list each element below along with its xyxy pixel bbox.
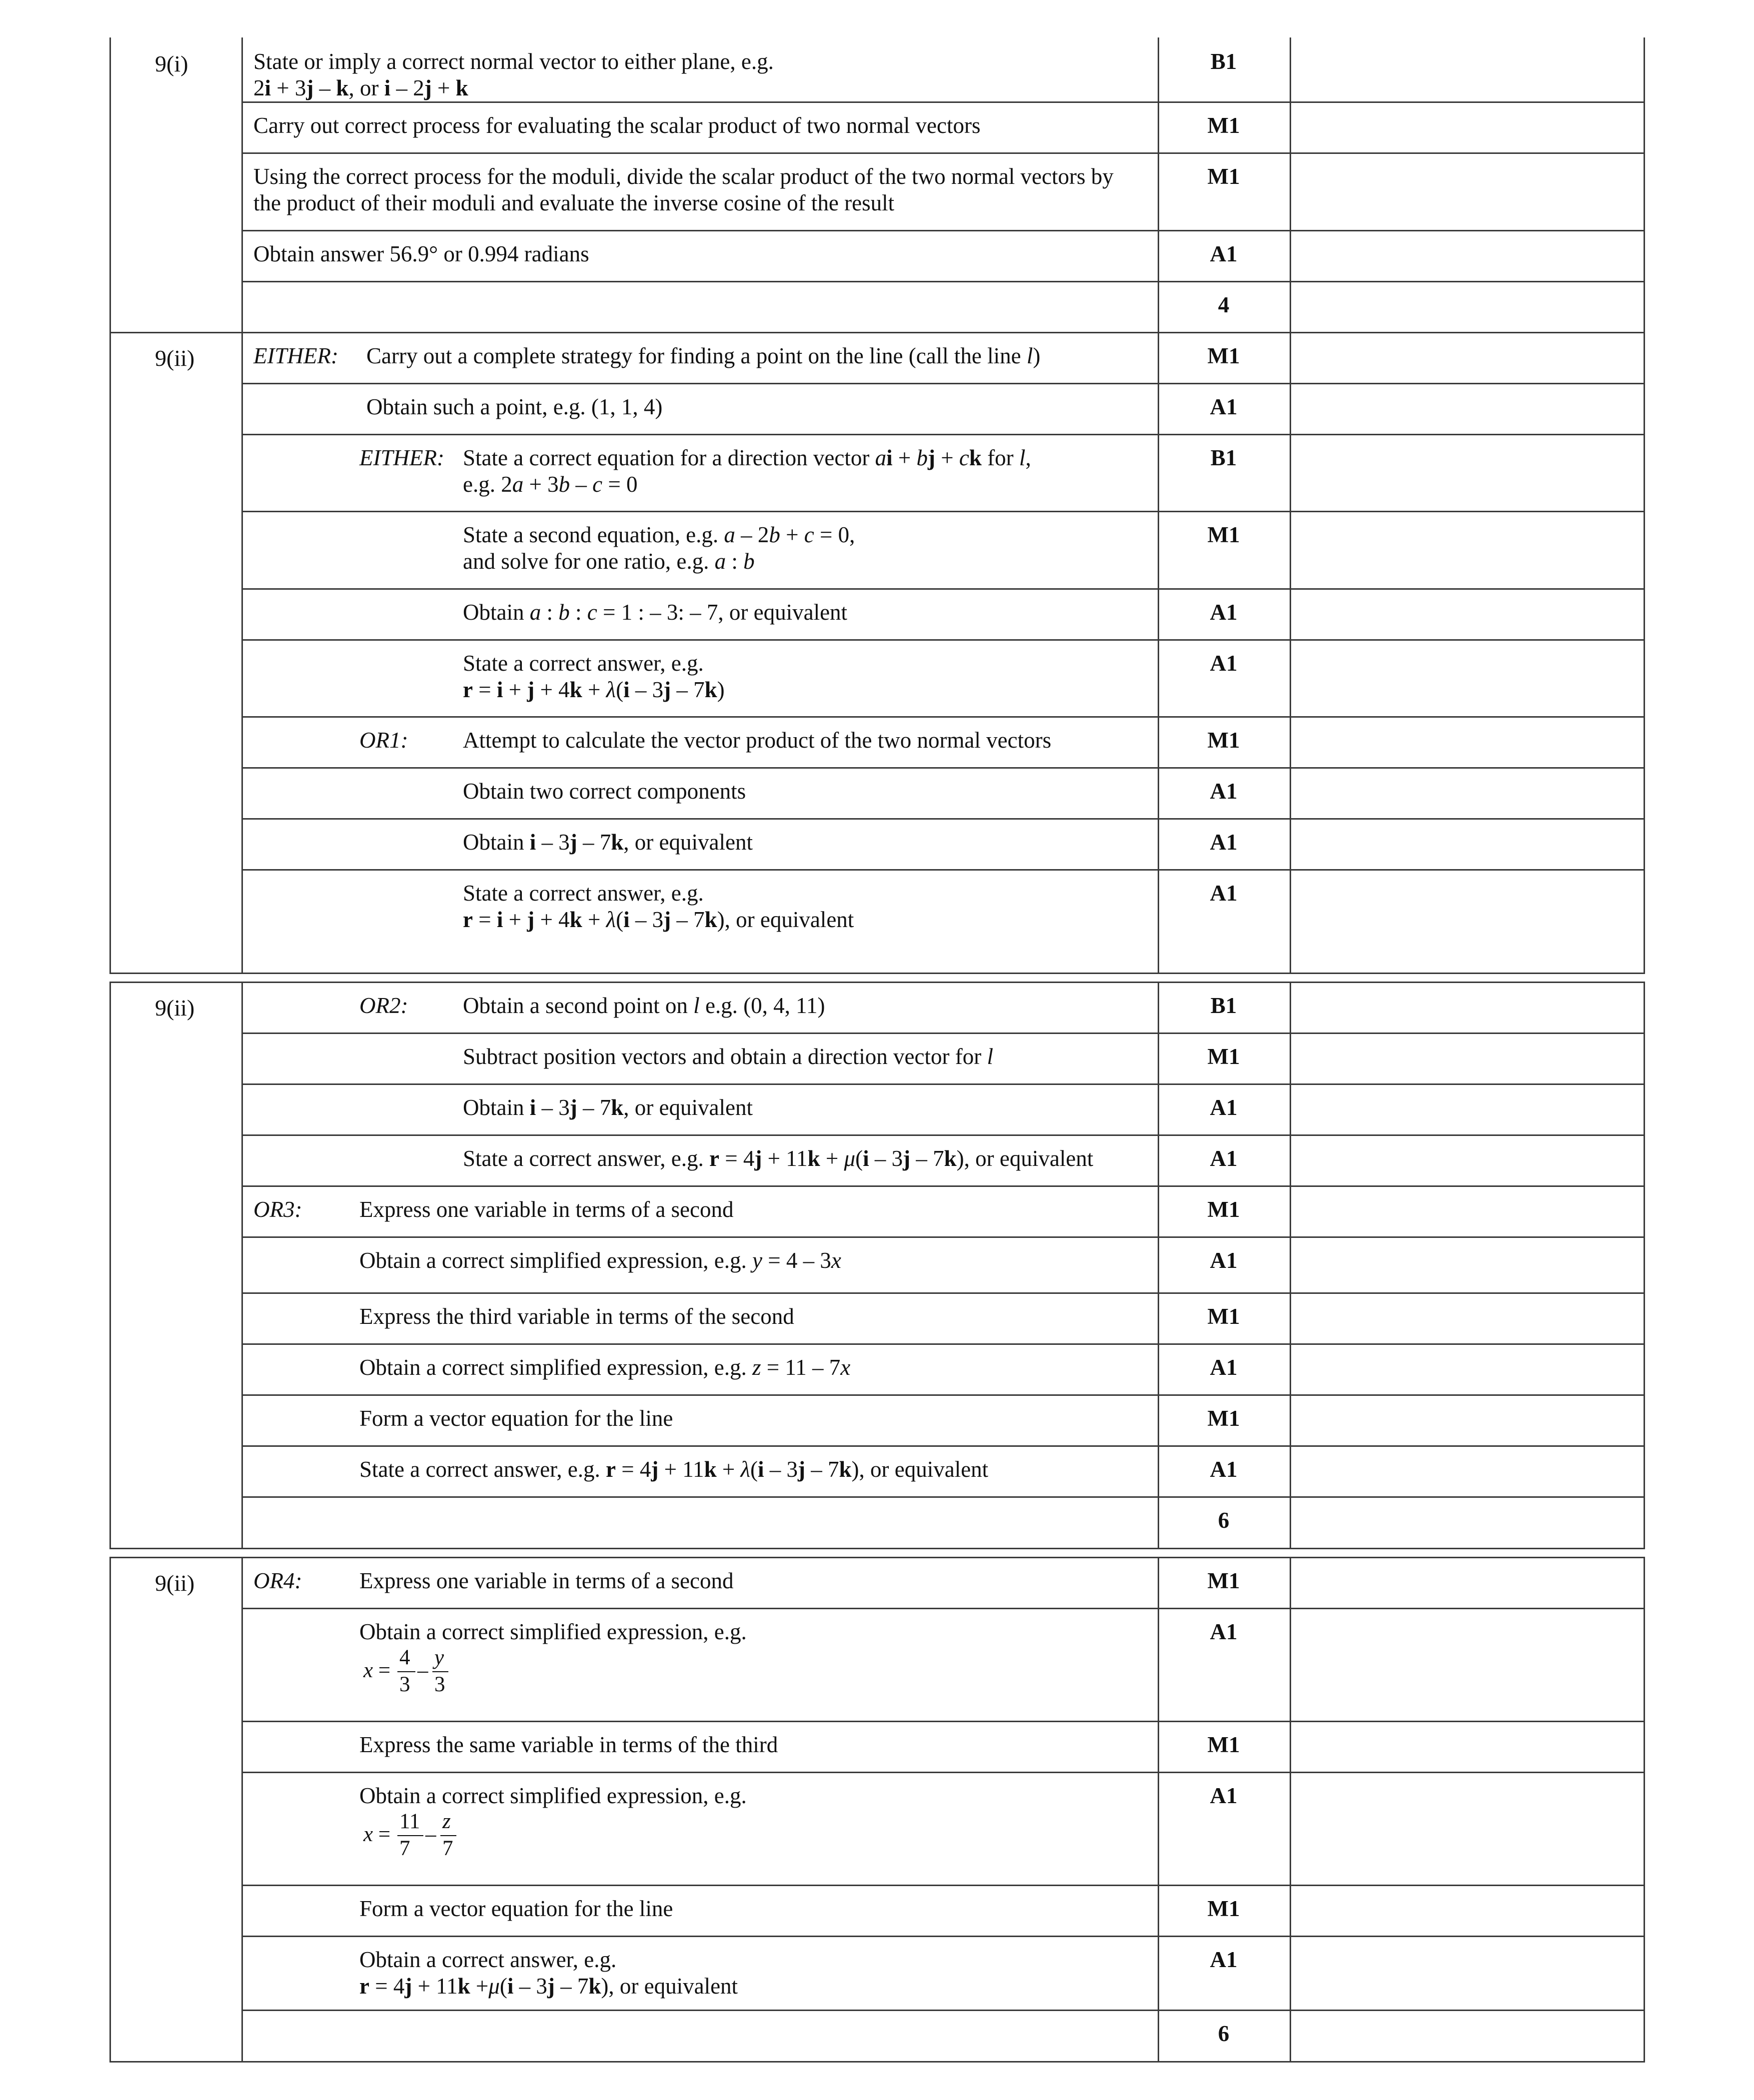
fraction-minus: – [425,1823,436,1846]
table-border-horizontal [109,982,1645,983]
table-border-horizontal [241,588,1645,590]
scheme-text: e.g. 2a + 3b – c = 0 [463,472,638,497]
table-border-horizontal [109,1548,1645,1549]
method-label: EITHER: [359,445,444,470]
mark-code: 6 [1218,2021,1230,2046]
scheme-text: Obtain answer 56.9° or 0.994 radians [253,241,589,266]
scheme-text: Obtain i – 3j – 7k, or equivalent [463,830,753,855]
scheme-text: State or imply a correct normal vector to either plane, e.g. [253,49,774,74]
table-border-horizontal [241,1721,1645,1722]
table-border-vertical [241,332,243,974]
scheme-text: Carry out correct process for evaluating the scalar product of two normal vectors [253,113,981,138]
table-border-horizontal [241,434,1645,435]
table-border-horizontal [241,383,1645,384]
mark-code: M1 [1207,1406,1240,1431]
fraction-lhs: x = [363,1659,391,1682]
mark-code: M1 [1207,113,1240,138]
scheme-text: State a correct answer, e.g. r = 4j + 11k + λ(i – 3j – 7k), or equivalent [359,1457,989,1482]
mark-code: M1 [1207,728,1240,753]
table-border-horizontal [241,1083,1645,1085]
question-number: 9(ii) [155,1570,195,1596]
fraction-denominator: 3 [434,1673,445,1696]
table-border-vertical [1290,982,1291,1549]
mark-code: M1 [1207,343,1240,368]
table-border-horizontal [241,767,1645,769]
mark-code: A1 [1210,394,1238,419]
table-border-vertical [1644,332,1645,974]
mark-code: M1 [1207,164,1240,189]
table-border-vertical [109,332,111,974]
scheme-text: Subtract position vectors and obtain a direction vector for l [463,1044,993,1069]
mark-code: 6 [1218,1508,1230,1533]
table-border-vertical [109,37,111,333]
table-border-horizontal [241,818,1645,820]
table-border-horizontal [241,511,1645,512]
table-border-vertical [241,1557,243,2062]
table-border-horizontal [109,332,1645,333]
scheme-text: Express the same variable in terms of the third [359,1732,778,1757]
scheme-text: Obtain a correct simplified expression, e.g. [359,1619,747,1644]
scheme-text: State a correct equation for a direction vector ai + bj + ck for l, [463,445,1031,470]
table-border-vertical [241,37,243,333]
mark-code: B1 [1210,993,1237,1018]
method-label: OR1: [359,728,408,753]
mark-code: M1 [1207,1568,1240,1593]
mark-code: A1 [1210,1457,1238,1482]
method-label: OR4: [253,1568,302,1593]
question-number: 9(ii) [155,345,195,371]
mark-code: M1 [1207,1197,1240,1222]
scheme-text: State a correct answer, e.g. [463,651,704,676]
mark-code: A1 [1210,1146,1238,1171]
table-border-horizontal [241,101,1645,103]
table-border-vertical [1644,37,1645,333]
scheme-text: Express the third variable in terms of the second [359,1304,794,1329]
table-border-vertical [1644,982,1645,1549]
fraction-bar [432,1671,448,1672]
mark-code: A1 [1210,600,1238,625]
scheme-text: Express one variable in terms of a second [359,1197,734,1222]
table-border-horizontal [241,1033,1645,1034]
scheme-text: r = 4j + 11k +μ(i – 3j – 7k), or equivalent [359,1974,738,1999]
question-number: 9(i) [155,51,188,76]
fraction-bar [397,1835,423,1836]
table-border-vertical [1290,1557,1291,2062]
scheme-text: and solve for one ratio, e.g. a : b [463,549,755,574]
scheme-text: Obtain two correct components [463,779,746,804]
scheme-text: State a correct answer, e.g. r = 4j + 11k + μ(i – 3j – 7k), or equivalent [463,1146,1094,1171]
fraction-denominator: 7 [442,1837,453,1860]
mark-code: A1 [1210,1947,1238,1972]
table-border-horizontal [241,1236,1645,1238]
table-border-vertical [109,1557,111,2062]
scheme-text: the product of their moduli and evaluate the inverse cosine of the result [253,190,895,215]
mark-code: M1 [1207,1044,1240,1069]
table-border-horizontal [241,1885,1645,1886]
fraction-lhs: x = [363,1823,391,1846]
scheme-text: Carry out a complete strategy for finding a point on the line (call the line l) [366,343,1041,368]
mark-code: M1 [1207,1896,1240,1921]
scheme-text: Obtain a : b : c = 1 : – 3: – 7, or equivalent [463,600,848,625]
mark-code: A1 [1210,1095,1238,1120]
mark-code: A1 [1210,779,1238,804]
scheme-text: Obtain a correct answer, e.g. [359,1947,617,1972]
method-label: OR2: [359,993,408,1018]
table-border-horizontal [241,716,1645,718]
mark-code: A1 [1210,1248,1238,1273]
question-number: 9(ii) [155,995,195,1021]
fraction-bar [397,1671,415,1672]
method-label: EITHER: [253,343,338,368]
table-border-vertical [1290,332,1291,974]
table-border-horizontal [241,1185,1645,1187]
fraction-numerator: 11 [399,1810,420,1833]
table-border-horizontal [241,1343,1645,1345]
mark-code: 4 [1218,292,1230,317]
table-border-horizontal [241,152,1645,154]
scheme-text: State a correct answer, e.g. [463,881,704,906]
table-border-vertical [1290,37,1291,333]
mark-code: M1 [1207,522,1240,547]
mark-code: M1 [1207,1732,1240,1757]
table-border-horizontal [241,1608,1645,1609]
mark-code: B1 [1210,49,1237,74]
mark-code: A1 [1210,1619,1238,1644]
table-border-vertical [109,982,111,1549]
table-border-horizontal [241,869,1645,871]
scheme-text: Obtain a correct simplified expression, e.g. y = 4 – 3x [359,1248,841,1273]
table-border-horizontal [241,2010,1645,2011]
fraction-denominator: 7 [399,1837,410,1860]
table-border-horizontal [241,639,1645,641]
table-border-horizontal [109,973,1645,974]
table-border-vertical [1644,1557,1645,2062]
mark-code: A1 [1210,881,1238,906]
mark-code: A1 [1210,241,1238,266]
scheme-text: Obtain a correct simplified expression, e.g. z = 11 – 7x [359,1355,851,1380]
fraction-minus: – [417,1659,428,1682]
scheme-text: r = i + j + 4k + λ(i – 3j – 7k) [463,677,725,702]
fraction-numerator: 4 [399,1646,410,1669]
scheme-text: Form a vector equation for the line [359,1896,673,1921]
fraction-numerator: y [434,1646,444,1669]
fraction-denominator: 3 [399,1673,410,1696]
table-border-horizontal [241,1772,1645,1773]
scheme-text: r = i + j + 4k + λ(i – 3j – 7k), or equivalent [463,907,854,932]
fraction-bar [440,1835,456,1836]
table-border-horizontal [109,2061,1645,2063]
table-border-horizontal [241,281,1645,282]
scheme-text: 2i + 3j – k, or i – 2j + k [253,75,468,100]
mark-code: A1 [1210,1783,1238,1808]
mark-code: A1 [1210,1355,1238,1380]
table-border-horizontal [241,230,1645,231]
table-border-horizontal [241,1445,1645,1447]
table-border-horizontal [241,1496,1645,1498]
scheme-text: Form a vector equation for the line [359,1406,673,1431]
table-border-horizontal [109,1557,1645,1558]
table-border-horizontal [241,1936,1645,1937]
table-border-horizontal [241,1394,1645,1396]
mark-code: B1 [1210,445,1237,470]
table-border-horizontal [241,1292,1645,1294]
method-label: OR3: [253,1197,302,1222]
scheme-text: Obtain a second point on l e.g. (0, 4, 11) [463,993,825,1018]
mark-code: A1 [1210,651,1238,676]
table-border-vertical [241,982,243,1549]
scheme-text: Using the correct process for the moduli, divide the scalar product of the two normal vectors by [253,164,1114,189]
scheme-text: Obtain such a point, e.g. (1, 1, 4) [366,394,663,419]
scheme-text: State a second equation, e.g. a – 2b + c = 0, [463,522,855,547]
scheme-text: Obtain i – 3j – 7k, or equivalent [463,1095,753,1120]
scheme-text: Obtain a correct simplified expression, e.g. [359,1783,747,1808]
table-border-horizontal [241,1134,1645,1136]
mark-code: A1 [1210,830,1238,855]
mark-code: M1 [1207,1304,1240,1329]
scheme-text: Express one variable in terms of a second [359,1568,734,1593]
scheme-text: Attempt to calculate the vector product of the two normal vectors [463,728,1052,753]
fraction-numerator: z [442,1810,451,1833]
